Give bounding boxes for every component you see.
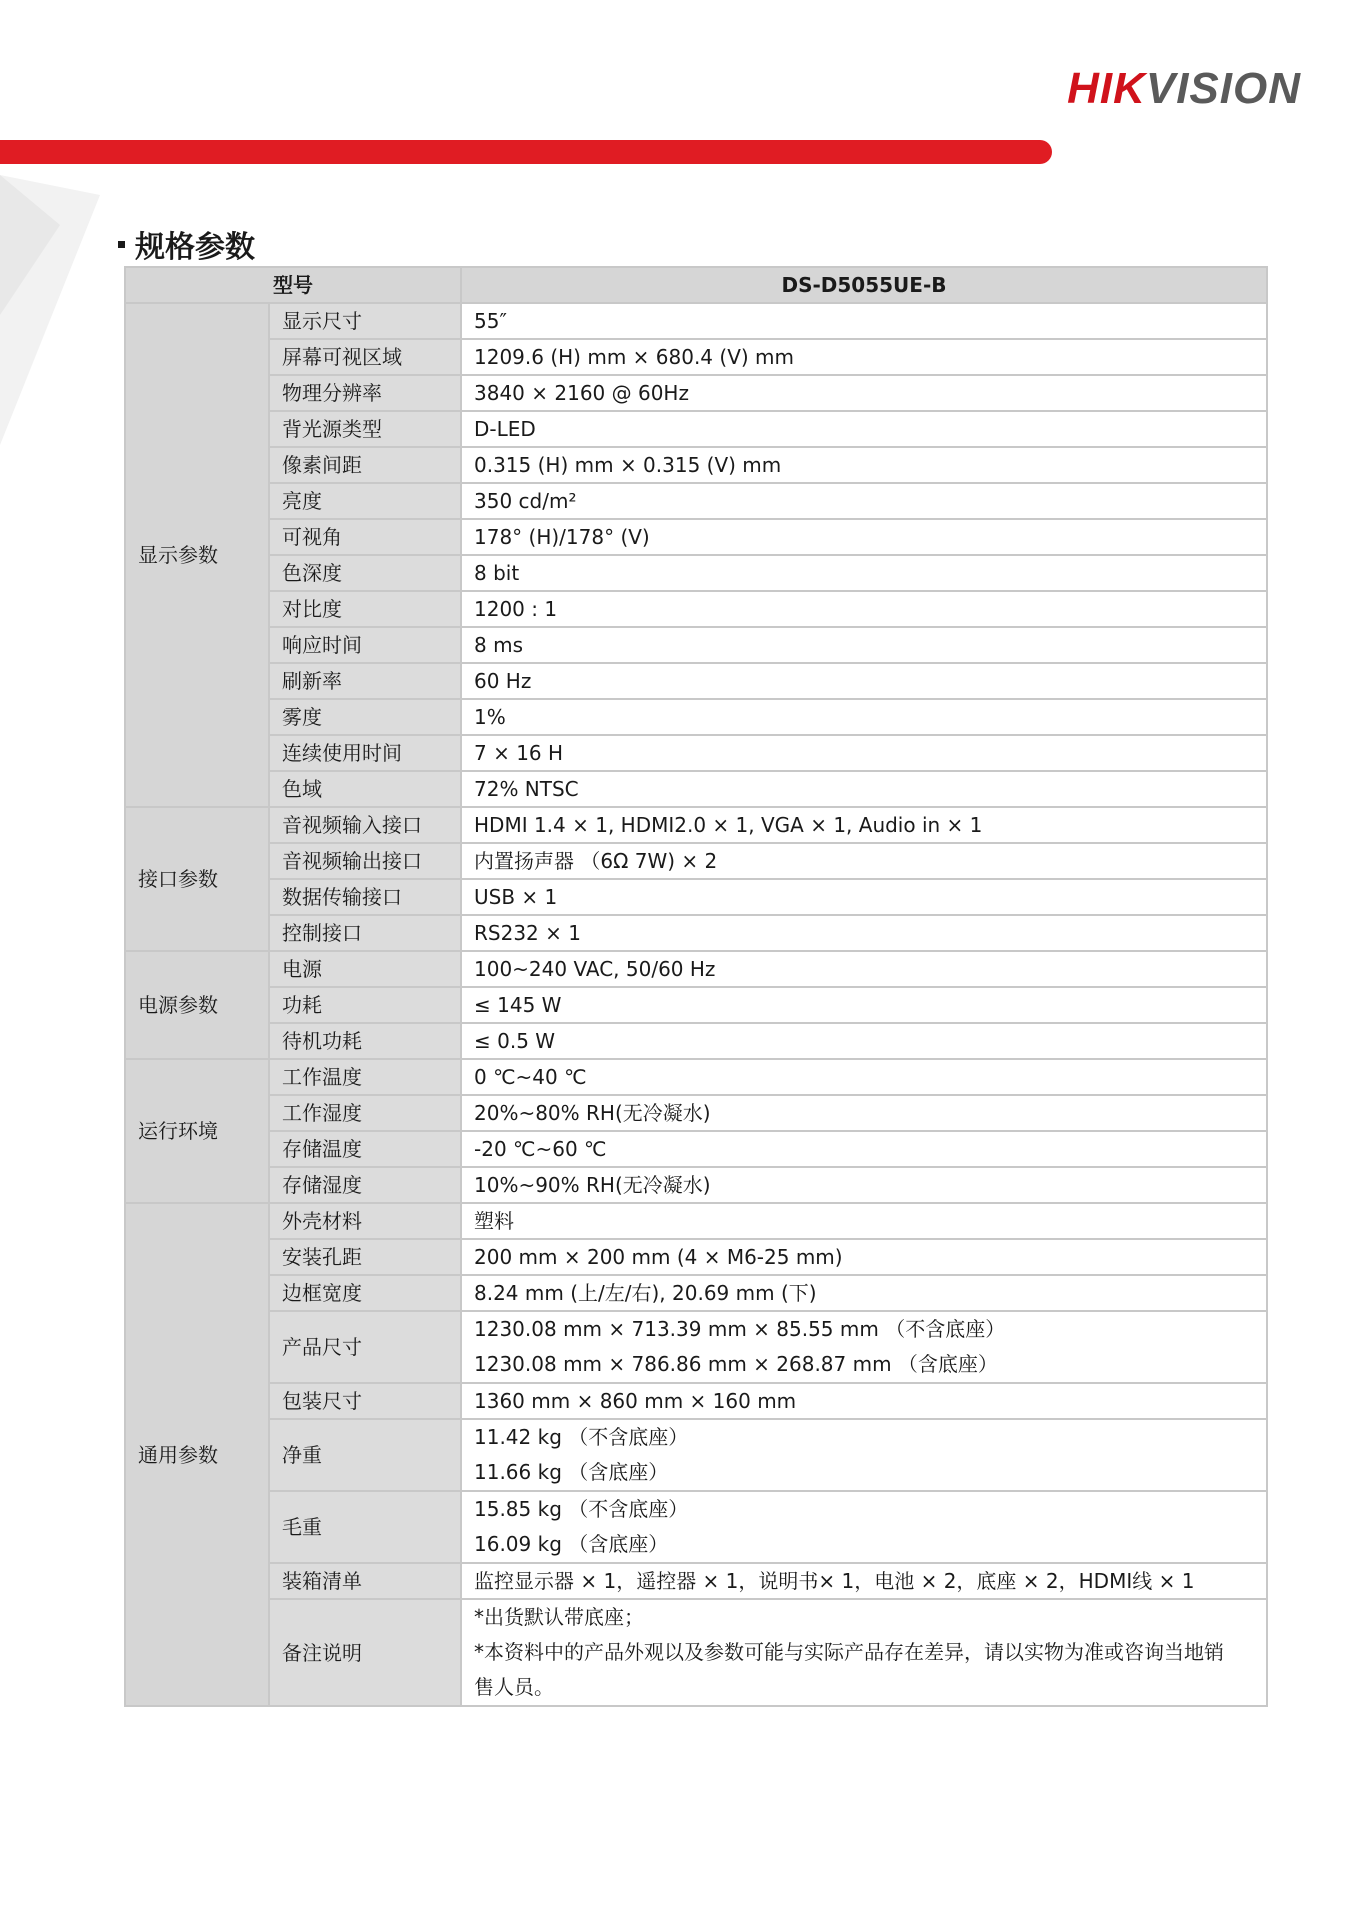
- spec-label: 净重: [269, 1419, 461, 1491]
- table-row: [125, 1167, 1267, 1203]
- spec-value: 178° (H)/178° (V): [461, 519, 1267, 555]
- spec-label: 工作湿度: [269, 1095, 461, 1131]
- table-row: [125, 1311, 1267, 1383]
- spec-label: 显示尺寸: [269, 303, 461, 339]
- section-title: [118, 222, 255, 266]
- spec-label: 待机功耗: [269, 1023, 461, 1059]
- spec-body: [125, 303, 1267, 1706]
- spec-label: 色深度: [269, 555, 461, 591]
- spec-label: 数据传输接口: [269, 879, 461, 915]
- spec-label: 刷新率: [269, 663, 461, 699]
- spec-label: 连续使用时间: [269, 735, 461, 771]
- spec-value: 100~240 VAC, 50/60 Hz: [461, 951, 1267, 987]
- spec-value: ≤ 0.5 W: [461, 1023, 1267, 1059]
- header-red-bar: [0, 140, 1052, 164]
- spec-value-line: 1230.08 mm × 786.86 mm × 268.87 mm （含底座）: [474, 1352, 998, 1376]
- table-row: [125, 1599, 1267, 1706]
- spec-label: 安装孔距: [269, 1239, 461, 1275]
- header-model-label: 型号: [125, 267, 461, 303]
- table-row: [125, 555, 1267, 591]
- spec-value: 8.24 mm (上/左/右), 20.69 mm (下): [461, 1275, 1267, 1311]
- table-row: [125, 1203, 1267, 1239]
- table-row: [125, 1131, 1267, 1167]
- spec-value: 1200 : 1: [461, 591, 1267, 627]
- table-row: [125, 699, 1267, 735]
- watermark-shape: [0, 165, 100, 445]
- spec-label: 对比度: [269, 591, 461, 627]
- category-cell: 电源参数: [125, 951, 269, 1059]
- category-cell: 通用参数: [125, 1203, 269, 1706]
- spec-value-line: *出货默认带底座；: [474, 1605, 644, 1629]
- spec-label: 控制接口: [269, 915, 461, 951]
- spec-table: [124, 266, 1268, 1707]
- spec-value-line: 15.85 kg （不含底座）: [474, 1497, 689, 1521]
- spec-value-line: 11.42 kg （不含底座）: [474, 1425, 689, 1449]
- spec-value: HDMI 1.4 × 1, HDMI2.0 × 1, VGA × 1, Audio in × 1: [461, 807, 1267, 843]
- table-row: [125, 987, 1267, 1023]
- spec-value: 内置扬声器 （6Ω 7W) × 2: [461, 843, 1267, 879]
- spec-value: 0.315 (H) mm × 0.315 (V) mm: [461, 447, 1267, 483]
- spec-label: 音视频输出接口: [269, 843, 461, 879]
- table-row: [125, 519, 1267, 555]
- table-row: [125, 303, 1267, 339]
- spec-value-line: *本资料中的产品外观以及参数可能与实际产品存在差异，请以实物为准或咨询当地销: [474, 1640, 1224, 1664]
- spec-value: -20 ℃~60 ℃: [461, 1131, 1267, 1167]
- table-row: [125, 375, 1267, 411]
- spec-label: 屏幕可视区域: [269, 339, 461, 375]
- spec-value: [461, 1599, 1267, 1706]
- table-row: [125, 843, 1267, 879]
- table-row: [125, 1059, 1267, 1095]
- spec-label: 像素间距: [269, 447, 461, 483]
- table-row: [125, 411, 1267, 447]
- spec-value-line: 16.09 kg （含底座）: [474, 1532, 669, 1556]
- spec-value: 1360 mm × 860 mm × 160 mm: [461, 1383, 1267, 1419]
- table-row: [125, 1491, 1267, 1563]
- spec-label: 装箱清单: [269, 1563, 461, 1599]
- spec-label: 响应时间: [269, 627, 461, 663]
- spec-value: 3840 × 2160 @ 60Hz: [461, 375, 1267, 411]
- category-cell: 接口参数: [125, 807, 269, 951]
- section-title-text: 规格参数: [135, 230, 255, 265]
- table-row: [125, 1023, 1267, 1059]
- spec-value: 72% NTSC: [461, 771, 1267, 807]
- spec-value: [461, 1311, 1267, 1383]
- spec-label: 雾度: [269, 699, 461, 735]
- table-row: [125, 915, 1267, 951]
- table-row: [125, 1095, 1267, 1131]
- spec-label: 工作温度: [269, 1059, 461, 1095]
- spec-label: 存储湿度: [269, 1167, 461, 1203]
- table-row: [125, 879, 1267, 915]
- spec-label: 功耗: [269, 987, 461, 1023]
- spec-value: [461, 1491, 1267, 1563]
- spec-value: D-LED: [461, 411, 1267, 447]
- category-cell: 显示参数: [125, 303, 269, 807]
- bullet-icon: [118, 241, 125, 248]
- spec-label: 产品尺寸: [269, 1311, 461, 1383]
- table-row: [125, 1419, 1267, 1491]
- hikvision-logo: [1067, 64, 1301, 114]
- table-row: [125, 339, 1267, 375]
- spec-value: 塑料: [461, 1203, 1267, 1239]
- category-cell: 运行环境: [125, 1059, 269, 1203]
- table-row: [125, 663, 1267, 699]
- table-row: [125, 447, 1267, 483]
- table-row: [125, 627, 1267, 663]
- spec-value-line: 1230.08 mm × 713.39 mm × 85.55 mm （不含底座）: [474, 1317, 1006, 1341]
- spec-label: 外壳材料: [269, 1203, 461, 1239]
- spec-value-line: 11.66 kg （含底座）: [474, 1460, 669, 1484]
- logo-part2: VISION: [1145, 64, 1301, 113]
- spec-label: 可视角: [269, 519, 461, 555]
- spec-label: 毛重: [269, 1491, 461, 1563]
- spec-label: 音视频输入接口: [269, 807, 461, 843]
- spec-value: 8 ms: [461, 627, 1267, 663]
- spec-label: 电源: [269, 951, 461, 987]
- spec-value: 200 mm × 200 mm (4 × M6-25 mm): [461, 1239, 1267, 1275]
- logo-part1: HIK: [1067, 64, 1146, 113]
- table-row: [125, 1275, 1267, 1311]
- spec-value: 1%: [461, 699, 1267, 735]
- spec-value: 1209.6 (H) mm × 680.4 (V) mm: [461, 339, 1267, 375]
- spec-label: 包装尺寸: [269, 1383, 461, 1419]
- spec-label: 边框宽度: [269, 1275, 461, 1311]
- spec-value: USB × 1: [461, 879, 1267, 915]
- spec-value: 0 ℃~40 ℃: [461, 1059, 1267, 1095]
- table-row: [125, 483, 1267, 519]
- spec-value: 55″: [461, 303, 1267, 339]
- table-header-row: [125, 267, 1267, 303]
- table-row: [125, 1563, 1267, 1599]
- spec-value: 监控显示器 × 1，遥控器 × 1，说明书× 1，电池 × 2，底座 × 2，HDMI线 × 1: [461, 1563, 1267, 1599]
- spec-label: 背光源类型: [269, 411, 461, 447]
- spec-value: 350 cd/m²: [461, 483, 1267, 519]
- spec-value: [461, 1419, 1267, 1491]
- table-row: [125, 735, 1267, 771]
- spec-label: 物理分辨率: [269, 375, 461, 411]
- spec-value: 20%~80% RH(无冷凝水): [461, 1095, 1267, 1131]
- spec-label: 色域: [269, 771, 461, 807]
- table-row: [125, 1239, 1267, 1275]
- spec-value: 10%~90% RH(无冷凝水): [461, 1167, 1267, 1203]
- table-row: [125, 771, 1267, 807]
- spec-label: 备注说明: [269, 1599, 461, 1706]
- table-row: [125, 951, 1267, 987]
- spec-value: 8 bit: [461, 555, 1267, 591]
- spec-value-line: 售人员。: [474, 1675, 554, 1699]
- spec-label: 亮度: [269, 483, 461, 519]
- table-row: [125, 591, 1267, 627]
- spec-value: RS232 × 1: [461, 915, 1267, 951]
- spec-value: 7 × 16 H: [461, 735, 1267, 771]
- table-row: [125, 1383, 1267, 1419]
- spec-label: 存储温度: [269, 1131, 461, 1167]
- spec-value: ≤ 145 W: [461, 987, 1267, 1023]
- header-model-value: DS-D5055UE-B: [461, 267, 1267, 303]
- spec-value: 60 Hz: [461, 663, 1267, 699]
- table-row: [125, 807, 1267, 843]
